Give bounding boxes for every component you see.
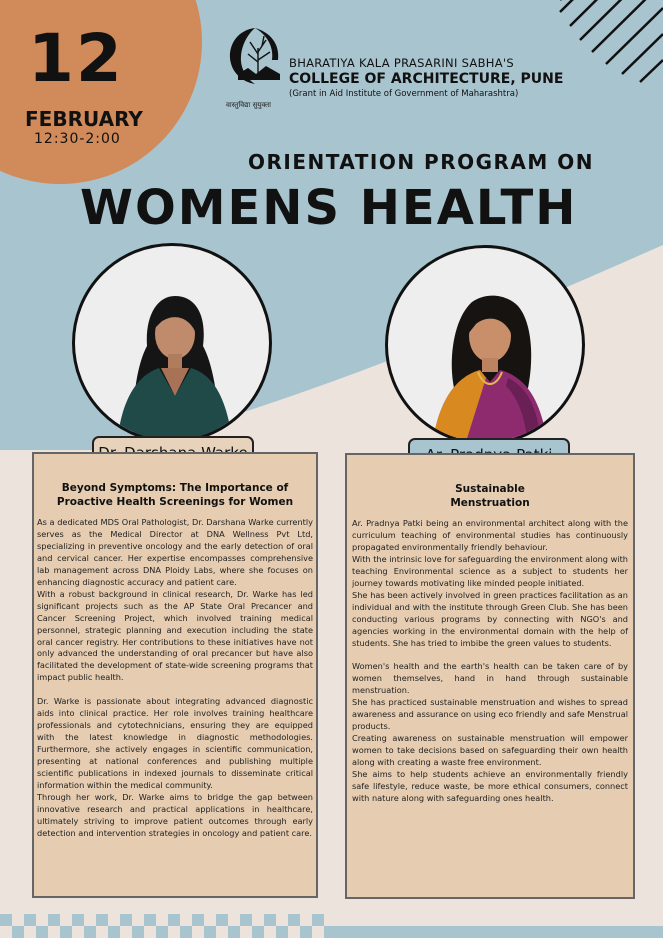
bio-paragraph: As a dedicated MDS Oral Pathologist, Dr. Darshana Warke currently serves as the Medical Director at DNA Wellness Pvt Ltd, specializing in preventive oncology and the early detection of oral and cervical cancer. Her expertise encompasses comprehensive lab management across DNA Ploidy Labs, where she focuses on enhancing diagnostic accuracy and patient care. <box>37 517 313 587</box>
speaker-photo-icon <box>75 246 272 443</box>
bio-paragraph: Women's health and the earth's health can be taken care of by women themselves, hand in hand through sustainable menstruation. <box>352 661 628 696</box>
event-day: 12 <box>28 20 124 97</box>
speaker-photo-icon <box>388 248 585 445</box>
speaker-bio-panel-left <box>32 452 318 898</box>
bio-paragraph: Through her work, Dr. Warke aims to bridge the gap between innovative research and practical applications in healthcare, ultimately striving to improve patient outcomes through early detection and intervention strategies in oncology and patient care. <box>37 791 313 838</box>
talk-title-line: Menstruation <box>450 497 530 509</box>
tree-emblem-icon <box>226 24 284 88</box>
motto: वास्तुविद्या सुयुक्ता <box>226 101 271 109</box>
bio-paragraph: Creating awareness on sustainable menstruation will empower women to take decisions based on safeguarding their own health along with creating a waste free environment. <box>352 733 628 768</box>
org-line-2: COLLEGE OF ARCHITECTURE, PUNE <box>289 71 564 87</box>
org-line-3: (Grant in Aid Institute of Government of Maharashtra) <box>289 89 519 99</box>
talk-title-line: Proactive Health Screenings for Women <box>56 496 294 508</box>
bio-paragraph: Ar. Pradnya Patki being an environmental architect along with the curriculum teaching of environmental studies has continuously propagated environmentally friendly behaviour. <box>352 518 628 552</box>
program-title: ORIENTATION PROGRAM ON <box>248 150 595 174</box>
speaker-bio-panel-right <box>345 453 635 899</box>
talk-title-line: Sustainable <box>455 483 525 495</box>
event-month: FEBRUARY <box>25 107 143 131</box>
bio-paragraph: She has been actively involved in green practices facilitation as an individual and with the institute through Green Club. She has been conducting various programs by connecting with NGO's and agencies working in the environmental domain with the help of students. She has tried to imbibe the green values to students. <box>352 589 628 648</box>
bio-paragraph: With a robust background in clinical research, Dr. Warke has led significant projects such as the AP State Oral Precancer and Cancer Screening Project, which involved training medical personnel, strategic planning and execution including the state oral cancer registry. Her contributions to these initiatives have not only advanced the understanding of oral precancer but have also facilitated the development of state-wide screening programs that impact public health. <box>37 588 313 683</box>
talk-title-left <box>40 481 310 509</box>
bio-text-right <box>352 518 628 805</box>
bio-text-left <box>37 517 313 840</box>
bio-paragraph: She has practiced sustainable menstruation and wishes to spread awareness and assurance on using eco friendly and safe Menstrual products. <box>352 697 628 732</box>
checker-border <box>0 914 663 938</box>
org-line-1: BHARATIYA KALA PRASARINI SABHA'S <box>289 56 514 70</box>
main-title: WOMENS HEALTH <box>80 180 578 236</box>
bio-paragraph: She aims to help students achieve an environmentally friendly safe lifestyle, reduce waste, be more ethical consumers, connect with nature along with safeguarding ones health. <box>352 769 628 803</box>
speaker-photo-right <box>385 245 585 445</box>
talk-title-right <box>353 482 627 510</box>
speaker-photo-left <box>72 243 272 443</box>
bio-paragraph: Dr. Warke is passionate about integrating advanced diagnostic aids into clinical practice. Her role involves training healthcare professionals and cytotechnicians, ensuring they are equipped with the latest knowledge in diagnostic methodologies. Furthermore, she actively engages in scientific communication, presenting at national conferences and publishing multiple scientific publications in indexed journals to disseminate critical information within the medical community. <box>37 696 313 790</box>
bio-paragraph: With the intrinsic love for safeguarding the environment along with teaching Environmental science as a subject to students her journey towards motivating like minded people initiated. <box>352 553 628 588</box>
event-time: 12:30-2:00 <box>34 131 121 147</box>
talk-title-line: Beyond Symptoms: The Importance of <box>61 482 289 494</box>
